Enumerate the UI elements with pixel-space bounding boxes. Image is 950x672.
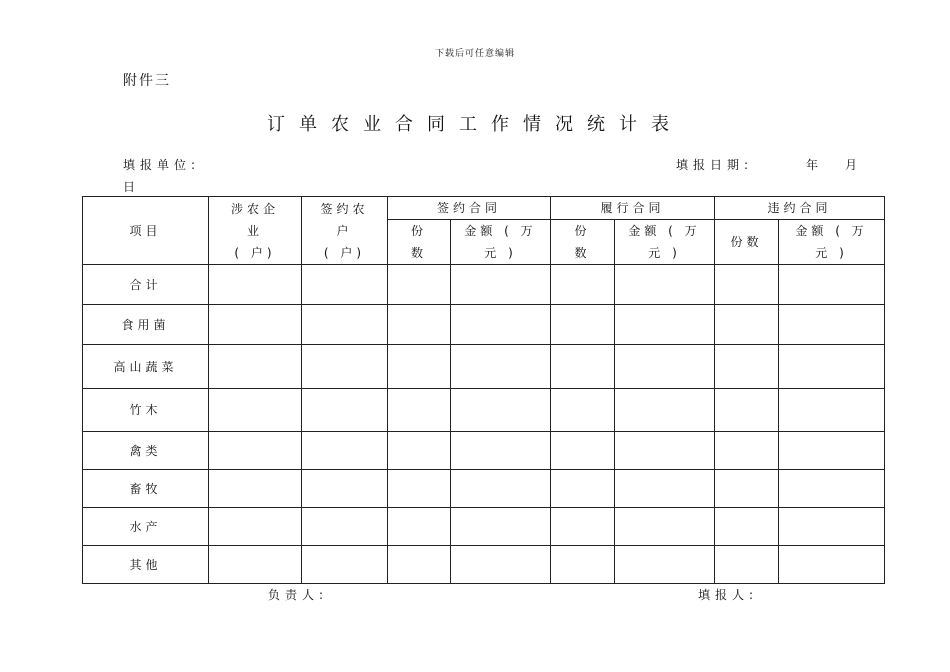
input-cell[interactable] [451, 265, 551, 305]
header-farmers-line2: 户 [336, 223, 353, 238]
input-cell[interactable] [715, 265, 779, 305]
input-cell[interactable] [209, 345, 302, 389]
row-label: 水产 [83, 508, 209, 546]
input-cell[interactable] [615, 345, 715, 389]
header-enterprises [209, 197, 302, 265]
input-cell[interactable] [551, 508, 615, 546]
input-cell[interactable] [451, 389, 551, 432]
month-label: 月 [845, 158, 858, 172]
input-cell[interactable] [615, 470, 715, 508]
header-signed-amount [451, 220, 551, 265]
input-cell[interactable] [451, 546, 551, 584]
input-cell[interactable] [779, 508, 885, 546]
input-cell[interactable] [715, 432, 779, 470]
input-cell[interactable] [779, 265, 885, 305]
input-cell[interactable] [209, 305, 302, 345]
header-breach-count: 份数 [715, 220, 779, 265]
signed-amount-line1: 金额 ( 万 [464, 224, 537, 238]
input-cell[interactable] [551, 305, 615, 345]
responsible-person-label: 负责人: [268, 588, 329, 602]
input-cell[interactable] [551, 389, 615, 432]
input-cell[interactable] [302, 265, 388, 305]
fill-date-label: 填报日期: [676, 158, 754, 172]
input-cell[interactable] [615, 546, 715, 584]
input-cell[interactable] [551, 432, 615, 470]
input-cell[interactable] [388, 305, 451, 345]
input-cell[interactable] [779, 305, 885, 345]
input-cell[interactable] [302, 345, 388, 389]
input-cell[interactable] [388, 265, 451, 305]
fill-unit-label: 填报单位: [123, 158, 201, 172]
breach-amount-line2: 元 ) [815, 246, 848, 260]
table-body [83, 265, 885, 584]
input-cell[interactable] [209, 389, 302, 432]
header-enterprises-line3: ( 户) [234, 245, 276, 260]
input-cell[interactable] [388, 432, 451, 470]
row-label: 高山蔬菜 [83, 345, 209, 389]
input-cell[interactable] [451, 470, 551, 508]
input-cell[interactable] [388, 470, 451, 508]
input-cell[interactable] [715, 345, 779, 389]
input-cell[interactable] [451, 432, 551, 470]
input-cell[interactable] [715, 389, 779, 432]
header-note: 下载后可任意编辑 [434, 49, 515, 59]
header-fulfilled-amount [615, 220, 715, 265]
header-enterprises-line2: 业 [246, 223, 263, 238]
input-cell[interactable] [302, 508, 388, 546]
input-cell[interactable] [451, 508, 551, 546]
input-cell[interactable] [302, 546, 388, 584]
header-breach-amount [779, 220, 885, 265]
header-signed-count [388, 220, 451, 265]
input-cell[interactable] [388, 389, 451, 432]
row-label: 合计 [83, 265, 209, 305]
signed-count-line1: 份 [410, 224, 427, 238]
table-row [83, 389, 885, 432]
breach-amount-line1: 金额 ( 万 [795, 224, 868, 238]
input-cell[interactable] [209, 265, 302, 305]
year-label: 年 [806, 158, 819, 172]
header-farmers-line3: ( 户) [323, 245, 366, 260]
input-cell[interactable] [615, 389, 715, 432]
input-cell[interactable] [388, 345, 451, 389]
input-cell[interactable] [209, 470, 302, 508]
filler-label: 填报人: [698, 588, 759, 602]
input-cell[interactable] [302, 305, 388, 345]
header-fulfilled-count [551, 220, 615, 265]
table-row [83, 345, 885, 389]
attachment-label: 附件三 [123, 73, 171, 89]
input-cell[interactable] [779, 470, 885, 508]
header-breach-contracts: 违约合同 [715, 197, 885, 220]
header-signed-contracts: 签约合同 [388, 197, 551, 220]
input-cell[interactable] [779, 389, 885, 432]
input-cell[interactable] [551, 470, 615, 508]
input-cell[interactable] [779, 432, 885, 470]
input-cell[interactable] [715, 470, 779, 508]
row-label: 竹木 [83, 389, 209, 432]
header-fulfilled-contracts: 履行合同 [551, 197, 715, 220]
fulfilled-count-line2: 数 [574, 246, 591, 260]
input-cell[interactable] [302, 432, 388, 470]
table-row [83, 305, 885, 345]
row-label: 畜牧 [83, 470, 209, 508]
header-farmers-line1: 签约农 [320, 201, 369, 216]
input-cell[interactable] [388, 546, 451, 584]
input-cell[interactable] [715, 546, 779, 584]
table-row [83, 470, 885, 508]
input-cell[interactable] [209, 546, 302, 584]
table-row [83, 265, 885, 305]
input-cell[interactable] [302, 470, 388, 508]
statistics-table [82, 196, 885, 584]
input-cell[interactable] [779, 546, 885, 584]
fulfilled-amount-line2: 元 ) [648, 246, 681, 260]
input-cell[interactable] [451, 345, 551, 389]
input-cell[interactable] [715, 508, 779, 546]
input-cell[interactable] [615, 305, 715, 345]
row-label: 其他 [83, 546, 209, 584]
input-cell[interactable] [715, 305, 779, 345]
input-cell[interactable] [451, 305, 551, 345]
input-cell[interactable] [551, 345, 615, 389]
header-enterprises-line1: 涉农企 [230, 201, 279, 216]
input-cell[interactable] [209, 432, 302, 470]
input-cell[interactable] [615, 508, 715, 546]
fulfilled-amount-line1: 金额 ( 万 [628, 224, 701, 238]
table-row [83, 508, 885, 546]
page-title: 订单农业合同工作情况统计表 [267, 114, 683, 135]
signed-count-line2: 数 [410, 246, 427, 260]
input-cell[interactable] [551, 546, 615, 584]
input-cell[interactable] [615, 265, 715, 305]
input-cell[interactable] [779, 345, 885, 389]
input-cell[interactable] [388, 508, 451, 546]
row-label: 食用菌 [83, 305, 209, 345]
header-item: 项目 [83, 197, 209, 265]
fulfilled-count-line1: 份 [574, 224, 591, 238]
input-cell[interactable] [551, 265, 615, 305]
input-cell[interactable] [302, 389, 388, 432]
table-row [83, 432, 885, 470]
day-label: 日 [123, 180, 136, 194]
header-farmers [302, 197, 388, 265]
input-cell[interactable] [209, 508, 302, 546]
table-row [83, 546, 885, 584]
row-label: 禽类 [83, 432, 209, 470]
input-cell[interactable] [615, 432, 715, 470]
signed-amount-line2: 元 ) [484, 246, 517, 260]
